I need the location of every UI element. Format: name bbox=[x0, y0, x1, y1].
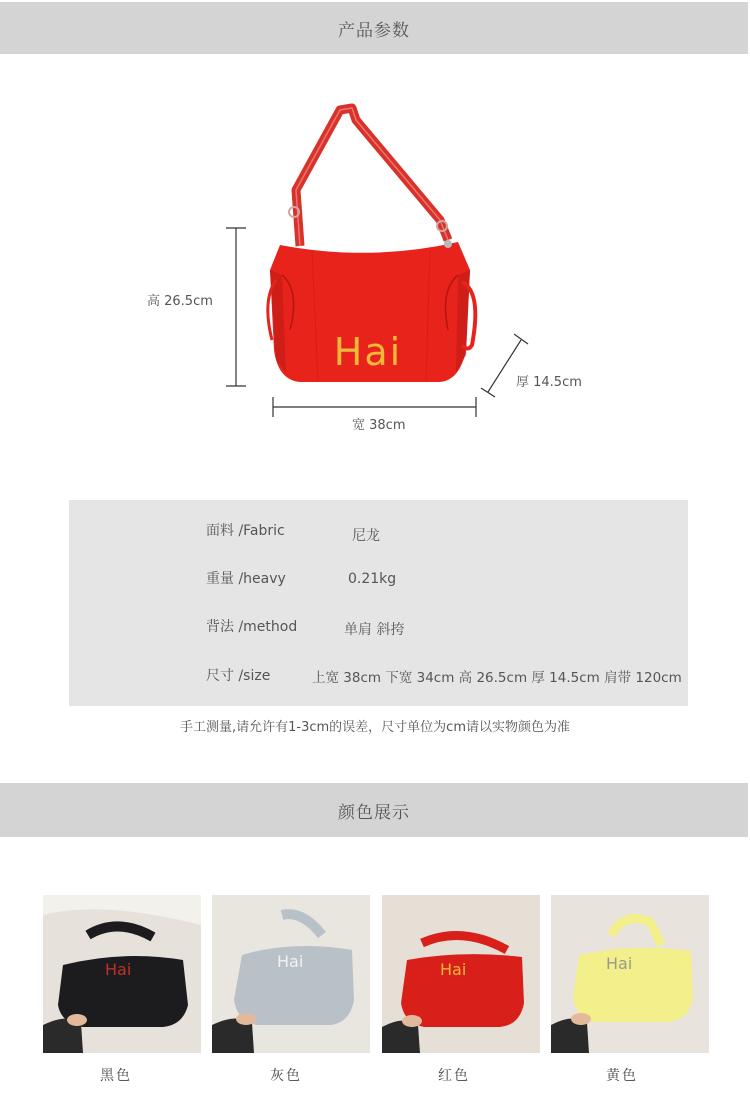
spec-value-size: 上宽 38cm 下宽 34cm 高 26.5cm 厚 14.5cm 肩带 120cm bbox=[312, 670, 682, 686]
color-label-black: 黑色 bbox=[100, 1068, 132, 1084]
width-label: 宽 38cm bbox=[352, 418, 406, 433]
svg-text:Hai: Hai bbox=[277, 952, 304, 971]
spec-label-method: 背法 /method bbox=[206, 619, 298, 635]
black-bag-photo bbox=[43, 895, 201, 1053]
spec-label-fabric: 面料 /Fabric bbox=[206, 523, 285, 539]
section-banner-colors bbox=[0, 783, 748, 837]
bag-illustration bbox=[0, 54, 750, 474]
spec-table bbox=[69, 500, 688, 706]
color-swatch-red[interactable] bbox=[382, 895, 540, 1053]
section-banner-params bbox=[0, 2, 748, 54]
color-swatch-black[interactable] bbox=[43, 895, 201, 1053]
color-label-gray: 灰色 bbox=[270, 1068, 302, 1084]
color-swatch-yellow[interactable] bbox=[551, 895, 709, 1053]
depth-label: 厚 14.5cm bbox=[516, 375, 582, 390]
red-bag-photo bbox=[382, 895, 540, 1053]
svg-text:Hai: Hai bbox=[105, 960, 132, 979]
color-swatch-gray[interactable] bbox=[212, 895, 370, 1053]
measurement-note: 手工测量,请允许有1-3cm的误差，尺寸单位为cm请以实物颜色为准 bbox=[180, 720, 570, 735]
spec-value-weight: 0.21kg bbox=[348, 571, 397, 587]
yellow-bag-photo bbox=[551, 895, 709, 1053]
section-title: 产品参数 bbox=[338, 20, 410, 41]
height-label: 高 26.5cm bbox=[147, 294, 213, 309]
gray-bag-photo bbox=[212, 895, 370, 1053]
section-title: 颜色展示 bbox=[338, 802, 410, 823]
spec-label-size: 尺寸 /size bbox=[206, 668, 271, 684]
color-label-red: 红色 bbox=[438, 1068, 470, 1084]
svg-text:Hai: Hai bbox=[440, 960, 467, 979]
product-dimension-figure bbox=[0, 54, 750, 474]
bag-logo-text: Hai bbox=[333, 330, 403, 374]
spec-value-fabric: 尼龙 bbox=[352, 528, 380, 544]
spec-label-weight: 重量 /heavy bbox=[206, 571, 286, 587]
spec-value-method: 单肩 斜挎 bbox=[344, 622, 405, 638]
color-label-yellow: 黄色 bbox=[606, 1068, 638, 1084]
svg-text:Hai: Hai bbox=[606, 954, 633, 973]
